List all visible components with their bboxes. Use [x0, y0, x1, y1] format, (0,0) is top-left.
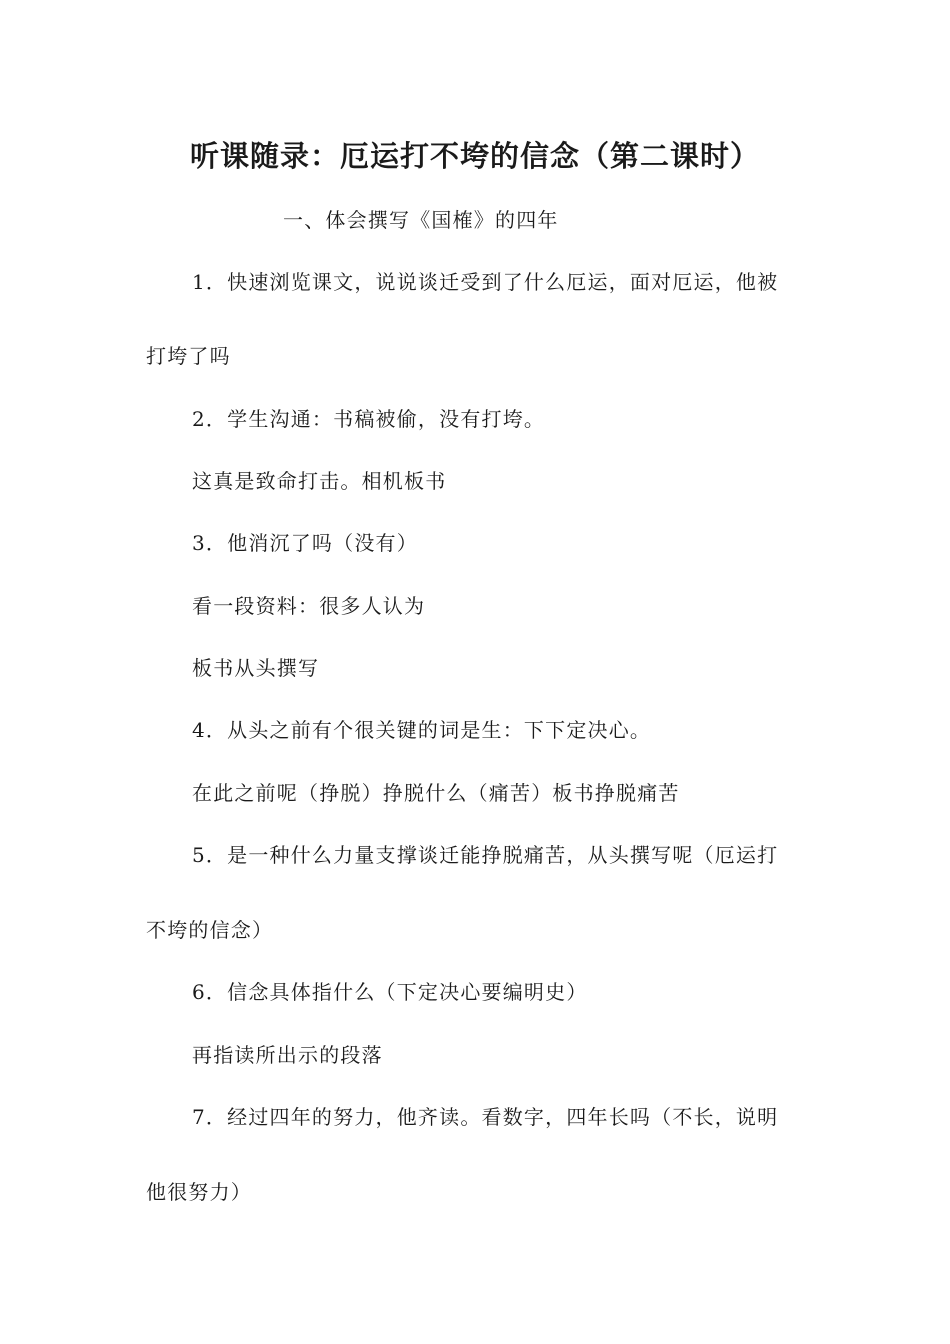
paragraph-5: 看一段资料：很多人认为 [192, 594, 426, 618]
paragraph-10: 6．信念具体指什么（下定决心要编明史） [192, 980, 588, 1004]
paragraph-9-line-1: 5．是一种什么力量支撑谈迁能挣脱痛苦，从头撰写呢（厄运打 [192, 843, 779, 867]
paragraph-11: 再指读所出示的段落 [192, 1043, 383, 1067]
paragraph-8: 在此之前呢（挣脱）挣脱什么（痛苦）板书挣脱痛苦 [192, 781, 680, 805]
paragraph-6: 板书从头撰写 [192, 656, 320, 680]
paragraph-7: 4．从头之前有个很关键的词是生：下下定决心。 [192, 718, 652, 742]
paragraph-2: 2．学生沟通：书稿被偷，没有打垮。 [192, 407, 546, 431]
paragraph-1-line-2: 打垮了吗 [146, 344, 231, 368]
paragraph-12-line-1: 7．经过四年的努力，他齐读。看数字，四年长吗（不长，说明 [192, 1105, 779, 1129]
paragraph-12-line-2: 他很努力） [146, 1180, 252, 1204]
paragraph-4: 3．他消沉了吗（没有） [192, 531, 418, 555]
section-heading: 一、体会撰写《国榷》的四年 [283, 208, 559, 232]
paragraph-3: 这真是致命打击。相机板书 [192, 469, 447, 493]
paragraph-9-line-2: 不垮的信念） [146, 918, 274, 942]
paragraph-1-line-1: 1．快速浏览课文，说说谈迁受到了什么厄运，面对厄运，他被 [192, 270, 779, 294]
document-title: 听课随录：厄运打不垮的信念（第二课时） [189, 139, 760, 173]
